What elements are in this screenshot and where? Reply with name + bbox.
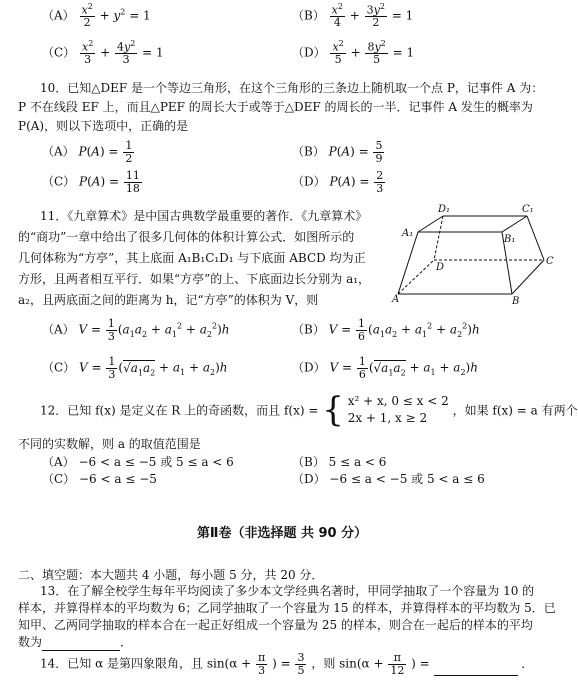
q12-stem: 12．已知 f(x) 是定义在 R 上的奇函数，而且 f(x) = { x² + x, 0 ≤ x < 2 2x + 1, x ≥ 2 ，如果 f(x) = a 有两个 <box>40 390 578 430</box>
q14-answer-blank[interactable] <box>434 663 518 676</box>
edge-bc <box>512 260 544 294</box>
q12-option-c: （C） −6 < a ≤ −5 <box>42 472 157 486</box>
q11-option-d: （D） V = $\frac{1}{6}$ $(√a_1a_2 + a_1 + a_2)h$ <box>292 355 478 381</box>
q12-line2: 不同的实数解，则 a 的取值范围是 <box>18 437 201 451</box>
q13-answer-blank[interactable] <box>42 638 120 651</box>
part2-title: 第Ⅱ卷（非选择题 共 90 分） <box>196 526 368 541</box>
label-b1: B₁ <box>504 234 516 245</box>
q11-stem: 11．《九章算术》是中国古典数学最重要的著作．《九章算术》 的“商功”一章中给出了很多几何体的体积计算公式．如图所示的 几何体称为“方亭”，其上底面 A₁B₁C₁D₁ 与下底面 ABCD 均为正 方形，且两者相互平行．如果“方亭”的上、下底面边长分别为 a₁， a₂，且两底面之间的距离为 h，记“方亭”的体积为 V，则 <box>18 209 371 307</box>
q13-stem: 13．在了解全校学生每年平均阅读了多少本文学经典名著时，甲同学抽取了一个容量为 10 的 样本，并算得样本的平均数为 6；乙同学抽取了一个容量为 15 的样本，并算得样本的平均数为 5．已 知甲、乙两同学抽取的样本合在一起正好组成一个容量为 25 的样本，则合在一起后的样本的平均 数为 ． <box>18 584 556 649</box>
q12-option-d: （D） −6 ≤ a < −5 或 5 < a ≤ 6 <box>292 472 485 486</box>
q10-option-c: （C） P(A) = $\frac{11}{18}$ <box>42 169 140 195</box>
q10-option-b: （B） P(A) = $\frac{5}{9}$ <box>292 139 383 165</box>
q10-option-d: （D） P(A) = $\frac{2}{3}$ <box>292 169 384 195</box>
label-a: A <box>392 294 400 305</box>
q9-option-b: （B） $\frac{x^2}{4}$ + $\frac{3y^2}{2}$ = 1 <box>292 2 414 30</box>
q14-stem: 14．已知 α 是第四象限角，且 sin(α + $\frac{\pi}{3}$ ) = $\frac{3}{5}$ ，则 sin(α + $\frac{\pi}{12}$ ) = ． <box>40 651 534 677</box>
q9-option-a: （A） $\frac{x^2}{2}$ + $y^2 = 1$ <box>42 2 151 30</box>
label-c: C <box>546 256 554 267</box>
section2-heading: 二、填空题：本大题共 4 小题，每小题 5 分，共 20 分． <box>18 568 324 582</box>
q11-option-b: （B） V = $\frac{1}{6}$ $(a_1a_2 + a_1^2 + a_2^2)h$ <box>292 317 480 343</box>
edge-a1a <box>398 232 418 294</box>
piecewise-cases: x² + x, 0 ≤ x < 2 2x + 1, x ≥ 2 <box>347 394 449 425</box>
edge-c1b1 <box>502 216 527 232</box>
label-d: D <box>436 262 445 273</box>
q11-option-c: （C） V = $\frac{1}{3}$ $(√a_1a_2 + a_1 + a_2)h$ <box>42 355 228 381</box>
label-a1: A₁ <box>402 228 414 239</box>
piecewise-brace: { <box>322 390 344 430</box>
edge-d1d <box>434 216 443 260</box>
q11-option-a: （A） V = $\frac{1}{3}$ $(a_1a_2 + a_1^2 + a_2^2)h$ <box>42 317 230 343</box>
q10-stem: 10．已知△DEF 是一个等边三角形，在这个三角形的三条边上随机取一个点 P，记事件 A 为： P 不在线段 EF 上，而且△PEF 的周长大于或等于△DEF 的周长的一半．记事件 A 发生的概率为 P(A)，则以下选项中，正确的是 <box>18 81 544 133</box>
frustum-figure <box>392 202 560 306</box>
q10-option-a: （A） P(A) = $\frac{1}{2}$ <box>42 139 133 165</box>
edge-c1c <box>527 216 544 260</box>
label-b: B <box>512 296 520 307</box>
label-c1: C₁ <box>522 204 534 215</box>
q12-option-a: （A） −6 < a ≤ −5 或 5 ≤ a < 6 <box>42 455 234 469</box>
q9-option-d: （D） $\frac{x^2}{5}$ + $\frac{8y^2}{5}$ = 1 <box>292 39 415 67</box>
q12-option-b: （B） 5 ≤ a < 6 <box>292 455 387 469</box>
edge-d1a1 <box>418 216 443 232</box>
label-d1: D₁ <box>438 204 451 215</box>
q9-option-c: （C） $\frac{x^2}{3}$ + $\frac{4y^2}{3}$ = 1 <box>42 39 164 67</box>
